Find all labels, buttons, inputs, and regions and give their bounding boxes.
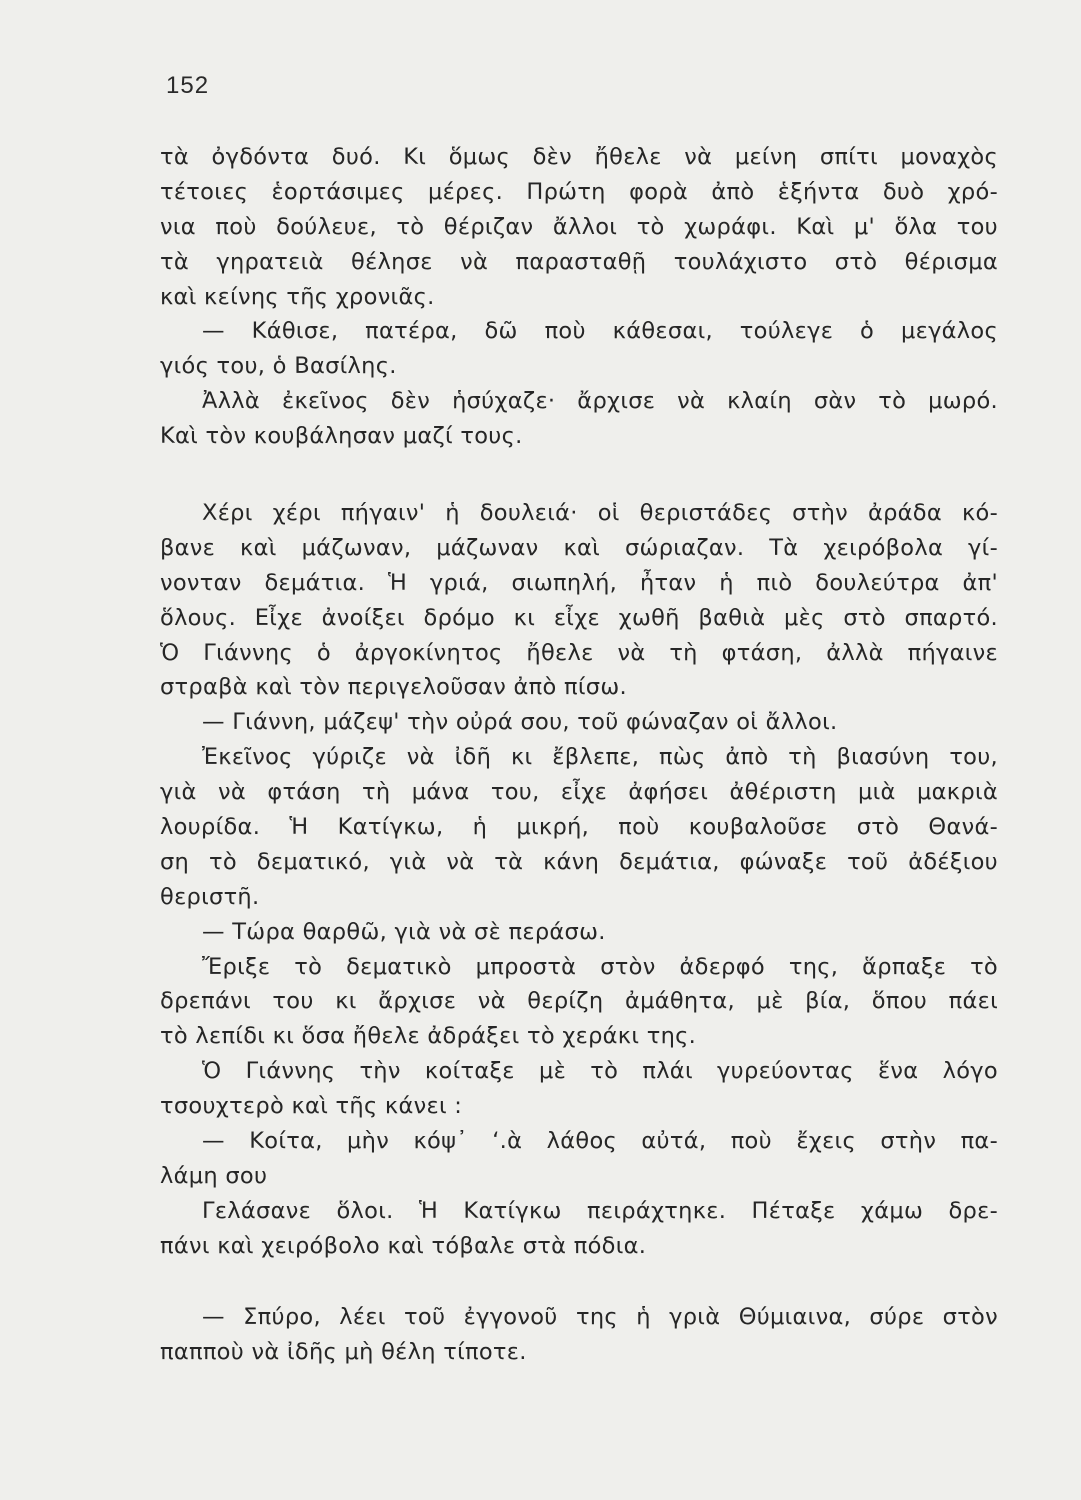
body-text xyxy=(160,140,998,1369)
text-line: γιός του, ὁ Βασίλης. xyxy=(160,353,397,380)
text-line: θεριστῆ. xyxy=(160,883,260,910)
text-line: βανε καὶ μάζωναν, μάζωναν καὶ σώριαζαν. Τὰ χειρόβολα γί- xyxy=(160,534,998,561)
text-line: νονταν δεμάτια. Ἡ γριά, σιωπηλή, ἦταν ἡ πιὸ δουλεύτρα ἀπ' xyxy=(160,569,998,596)
text-line: Ὁ Γιάννης ὁ ἀργοκίνητος ἤθελε νὰ τὴ φτάση, ἀλλὰ πήγαινε xyxy=(160,639,998,666)
text-line: Καὶ τὸν κουβάλησαν μαζί τους. xyxy=(160,423,523,450)
text-line: νια ποὺ δούλευε, τὸ θέριζαν ἄλλοι τὸ χωράφι. Καὶ μ' ὅλα του xyxy=(160,213,998,240)
text-line: λουρίδα. Ἡ Κατίγκω, ἡ μικρή, ποὺ κουβαλοῦσε στὸ Θανά- xyxy=(160,814,998,841)
text-line: στραβὰ καὶ τὸν περιγελοῦσαν ἀπὸ πίσω. xyxy=(160,674,627,701)
paragraph-group-1 xyxy=(160,140,998,454)
text-line: ση τὸ δεματικό, γιὰ νὰ τὰ κάνη δεμάτια, φώναξε τοῦ ἀδέξιου xyxy=(160,848,998,875)
text-line: — Σπύρο, λέει τοῦ ἐγγονοῦ της ἡ γριὰ Θύμιαινα, σύρε στὸν xyxy=(202,1303,998,1330)
text-line: καὶ κείνης τῆς χρονιᾶς. xyxy=(160,283,435,310)
text-line: τσουχτερὸ καὶ τῆς κάνει : xyxy=(160,1093,463,1120)
text-line: τὸ λεπίδι κι ὅσα ἤθελε ἀδράξει τὸ χεράκι της. xyxy=(160,1023,697,1050)
text-line: τέτοιες ἑορτάσιμες μέρες. Πρώτη φορὰ ἀπὸ ἑξήντα δυὸ χρό- xyxy=(160,178,998,205)
text-line: τὰ ὀγδόντα δυό. Κι ὅμως δὲν ἤθελε νὰ μείνη σπίτι μοναχὸς xyxy=(160,144,998,170)
text-line: Ἀλλὰ ἐκεῖνος δὲν ἡσύχαζε· ἄρχισε νὰ κλαίη σὰν τὸ μωρό. xyxy=(202,388,998,415)
paragraph-gap xyxy=(160,1264,998,1300)
text-line: — Κοίτα, μὴν κόψ᾽ ‘.ὰ λάθος αὐτά, ποὺ ἔχεις στὴν πα- xyxy=(202,1128,998,1155)
page-number: 152 xyxy=(166,72,210,99)
paragraph-gap xyxy=(160,454,998,496)
text-line: Ἐκεῖνος γύριζε νὰ ἰδῆ κι ἔβλεπε, πὼς ἀπὸ τὴ βιασύνη του, xyxy=(202,744,998,771)
text-line: Χέρι χέρι πήγαιν' ἡ δουλειά· οἱ θεριστάδες στὴν ἀράδα κό- xyxy=(202,500,998,527)
text-line: δρεπάνι του κι ἄρχισε νὰ θερίζη ἀμάθητα, μὲ βία, ὅπου πάει xyxy=(160,988,998,1015)
text-line: πάνι καὶ χειρόβολο καὶ τόβαλε στὰ πόδια. xyxy=(160,1232,647,1259)
text-line: Ὁ Γιάννης τὴν κοίταξε μὲ τὸ πλάι γυρεύοντας ἕνα λόγο xyxy=(202,1058,998,1085)
text-line: παπποὺ νὰ ἰδῆς μὴ θέλη τίποτε. xyxy=(160,1338,527,1365)
text-line: Γελάσανε ὅλοι. Ἡ Κατίγκω πειράχτηκε. Πέταξε χάμω δρε- xyxy=(202,1197,998,1224)
paragraph-group-2 xyxy=(160,496,998,1264)
text-line: — Κάθισε, πατέρα, δῶ ποὺ κάθεσαι, τούλεγε ὁ μεγάλος xyxy=(202,318,998,345)
text-line: τὰ γηρατειὰ θέλησε νὰ παρασταθῇ τουλάχιστο στὸ θέρισμα xyxy=(160,248,998,275)
text-line: ὅλους. Εἶχε ἀνοίξει δρόμο κι εἶχε χωθῆ βαθιὰ μὲς στὸ σπαρτό. xyxy=(160,604,998,631)
paragraph-group-3 xyxy=(160,1300,998,1370)
text-line: λάμη σου xyxy=(160,1162,268,1189)
text-line: — Τώρα θαρθῶ, γιὰ νὰ σὲ περάσω. xyxy=(202,918,606,945)
text-line: — Γιάννη, μάζεψ' τὴν οὐρά σου, τοῦ φώναζαν οἱ ἄλλοι. xyxy=(202,709,838,736)
text-line: Ἔριξε τὸ δεματικὸ μπροστὰ στὸν ἀδερφό της, ἅρπαξε τὸ xyxy=(202,953,998,980)
text-line: γιὰ νὰ φτάση τὴ μάνα του, εἶχε ἀφήσει ἀθέριστη μιὰ μακριὰ xyxy=(160,779,998,806)
